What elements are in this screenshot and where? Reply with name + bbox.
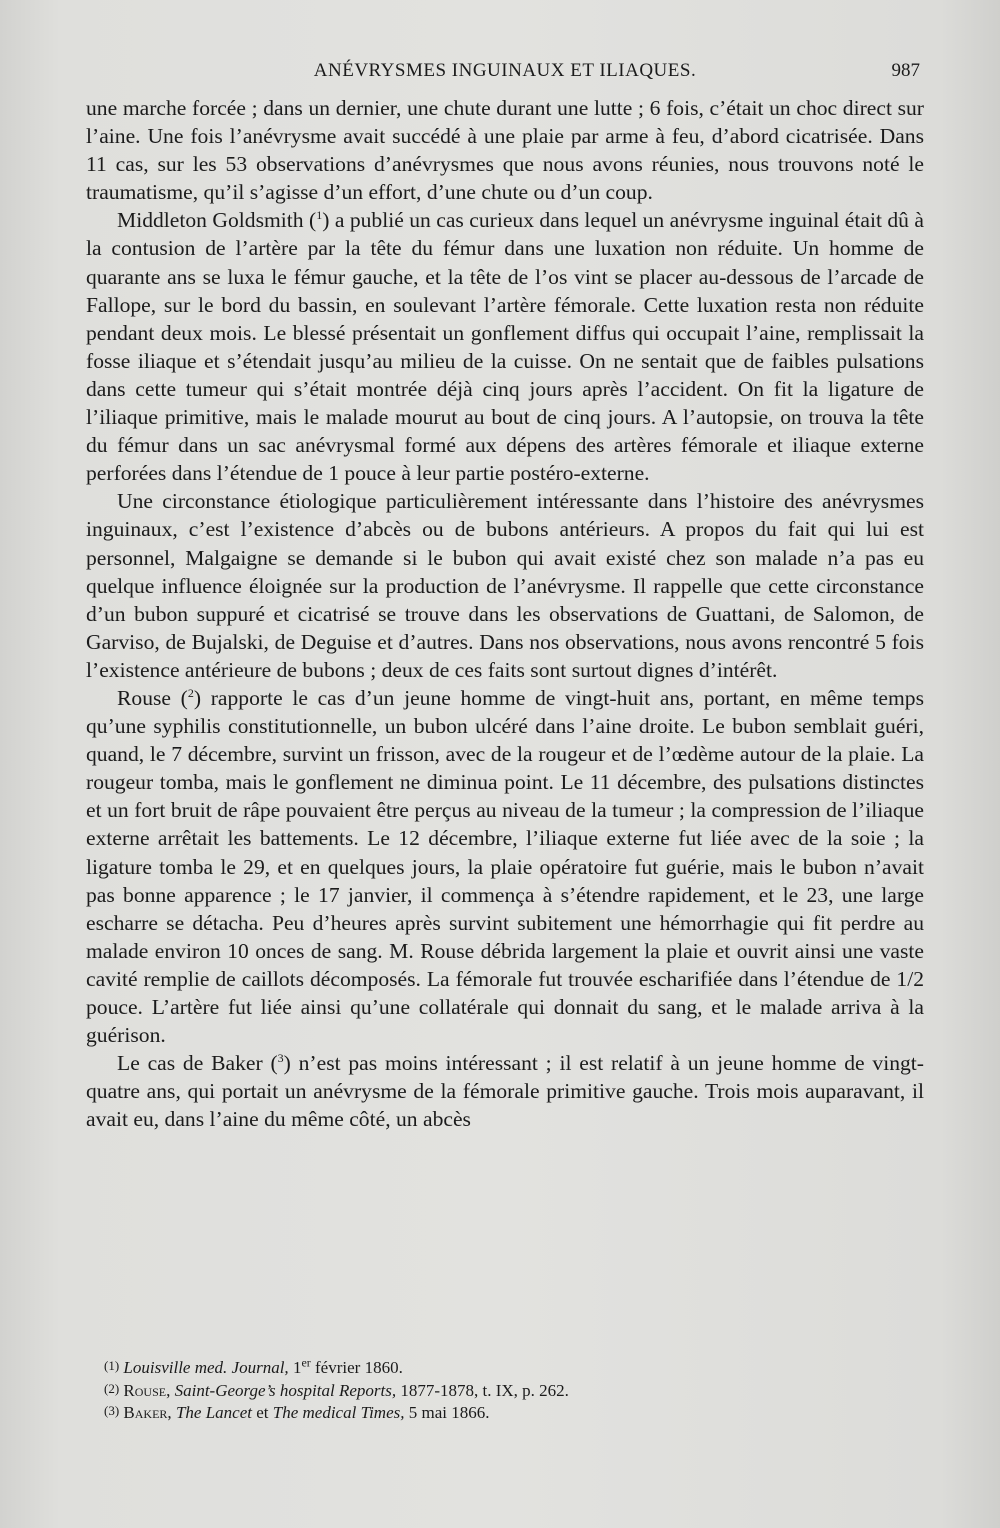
- footnotes: [104, 1356, 884, 1424]
- footnote-citation: 5 mai 1866.: [408, 1403, 490, 1422]
- paragraph-text: Middleton Goldsmith (: [117, 208, 317, 233]
- paragraph-text: Rouse (: [117, 685, 188, 710]
- footnote-date-day: 1: [292, 1358, 302, 1377]
- paragraph-text: Le cas de Baker (: [117, 1051, 278, 1076]
- paragraph-text: ) n’est pas moins intéressant ; il est relatif à un jeune homme de vingt-quatre ans, qui portait un anévrysme de la fémorale primitive gauche. Trois mois auparavant, il avait eu, dans l’aine du même côté, un abcès: [86, 1051, 924, 1132]
- paragraph: [86, 487, 924, 684]
- footnote-citation: 1877-1878, t. IX, p. 262.: [400, 1380, 569, 1400]
- footnote-source-2: The medical Times,: [272, 1403, 405, 1422]
- paragraph-text: Une circonstance étiologique particulièrement intéressante dans l’histoire des anévrysmes inguinaux, c’est l’existence d’abcès ou de bubons antérieurs. A propos du fait qui lui est personnel, Malgaigne se demande si le bubon qui avait existé chez son malade n’a pas eu quelque influence éloignée sur la production de l’anévrysme. Il rappelle que cette circonstance d’un bubon suppuré et cicatrisé se trouve dans les observations de Guattani, de Salomon, de Garviso, de Bujalski, de Deguise et d’autres. Dans nos observations, nous avons rencontré 5 fois l’existence antérieure de bubons ; deux de ces faits sont surtout dignes d’intérêt.: [86, 489, 924, 682]
- footnote-mark: (3): [104, 1403, 120, 1418]
- footnote-source: Saint-George’s hospital Reports,: [174, 1380, 397, 1400]
- footnote-author: Baker,: [123, 1403, 172, 1422]
- page-header: [86, 60, 924, 88]
- footnote-source: Louisville med. Journal,: [123, 1358, 289, 1377]
- footnote-1: [104, 1356, 884, 1379]
- footnote-reference: 3: [277, 1051, 284, 1065]
- footnote-source: The Lancet: [175, 1403, 252, 1422]
- footnote-2: [104, 1379, 884, 1402]
- footnote-3: [104, 1401, 884, 1424]
- running-title: ANÉVRYSMES INGUINAUX ET ILIAQUES.: [313, 60, 697, 81]
- paragraph: [86, 1049, 924, 1133]
- paragraph-text: une marche forcée ; dans un dernier, une chute durant une lutte ; 6 fois, c’était un choc direct sur l’aine. Une fois l’anévrysme avait succédé à une plaie par arme à feu, d’abord cicatrisée. Dans 11 cas, sur les 53 observations d’anévrysmes que nous avons réunies, nous trouvons noté le traumatisme, qu’il s’agisse d’un effort, d’une chute ou d’un coup.: [86, 96, 924, 205]
- paragraph: [86, 684, 924, 1049]
- footnote-reference: 2: [187, 685, 194, 700]
- paragraph-text: ) a publié un cas curieux dans lequel un anévrysme inguinal était dû à la contusion de l’artère par la tête du fémur dans une luxation non réduite. Un homme de quarante ans se luxa le fémur gauche, et la tête de l’os vint se placer au-dessous de l’arcade de Fallope, sur le bord du bassin, en soulevant l’artère fémorale. Cette luxation resta non réduite pendant deux mois. Le blessé présentait un gonflement diffus qui occupait l’aine, remplissait la fosse iliaque et s’étendait jusqu’au milieu de la cuisse. On ne sentait que de faibles pulsations dans cette tumeur qui s’était montrée déjà cinq jours après l’accident. On fit la ligature de l’iliaque primitive, mais le malade mourut au bout de cinq jours. A l’autopsie, on trouva la tête du fémur dans un sac anévrysmal formé aux dépens des artères fémorale et iliaque externe perforées dans l’étendue de 1 pouce à leur partie postéro-externe.: [86, 208, 924, 486]
- paragraph: [86, 206, 924, 487]
- paragraph: [86, 94, 924, 206]
- page-number: 987: [891, 60, 920, 81]
- paragraph-text: ) rapporte le cas d’un jeune homme de vingt-huit ans, portant, en même temps qu’une syphilis constitutionnelle, un bubon ulcéré dans l’aine droite. Le bubon semblait guéri, quand, le 7 décembre, survint un frisson, avec de la rougeur et de l’œdème autour de la plaie. La rougeur tomba, mais le gonflement ne diminua point. Le 11 décembre, des pulsations distinctes et un fort bruit de râpe pouvaient être perçus au niveau de la tumeur ; la compression de l’iliaque externe arrêtait les battements. Le 12 décembre, l’iliaque externe fut liée avec de la soie ; la ligature tomba le 29, et en quelques jours, la plaie opératoire fut guérie, mais le bubon n’avait pas bonne apparence ; le 17 janvier, il commença à s’étendre rapidement, et le 23, une large escharre se détacha. Peu d’heures après survint subitement une hémorrhagie qui fit perdre au malade environ 10 onces de sang. M. Rouse débrida largement la plaie et ouvrit ainsi une vaste cavité remplie de caillots décomposés. La fémorale fut trouvée escharifiée dans l’étendue de 1/2 pouce. L’artère fut liée ainsi qu’une collatérale qui donnait du sang, et le malade arriva à la guérison.: [86, 685, 925, 1048]
- footnote-connector: et: [256, 1403, 269, 1422]
- footnote-mark: (1): [104, 1358, 120, 1373]
- footnote-mark: (2): [104, 1380, 120, 1396]
- footnote-reference: 1: [316, 208, 323, 223]
- main-text: [86, 94, 924, 1133]
- footnote-date-suffix: er: [301, 1355, 311, 1370]
- footnote-date: février 1860.: [315, 1358, 403, 1377]
- footnote-author: Rouse,: [123, 1380, 171, 1400]
